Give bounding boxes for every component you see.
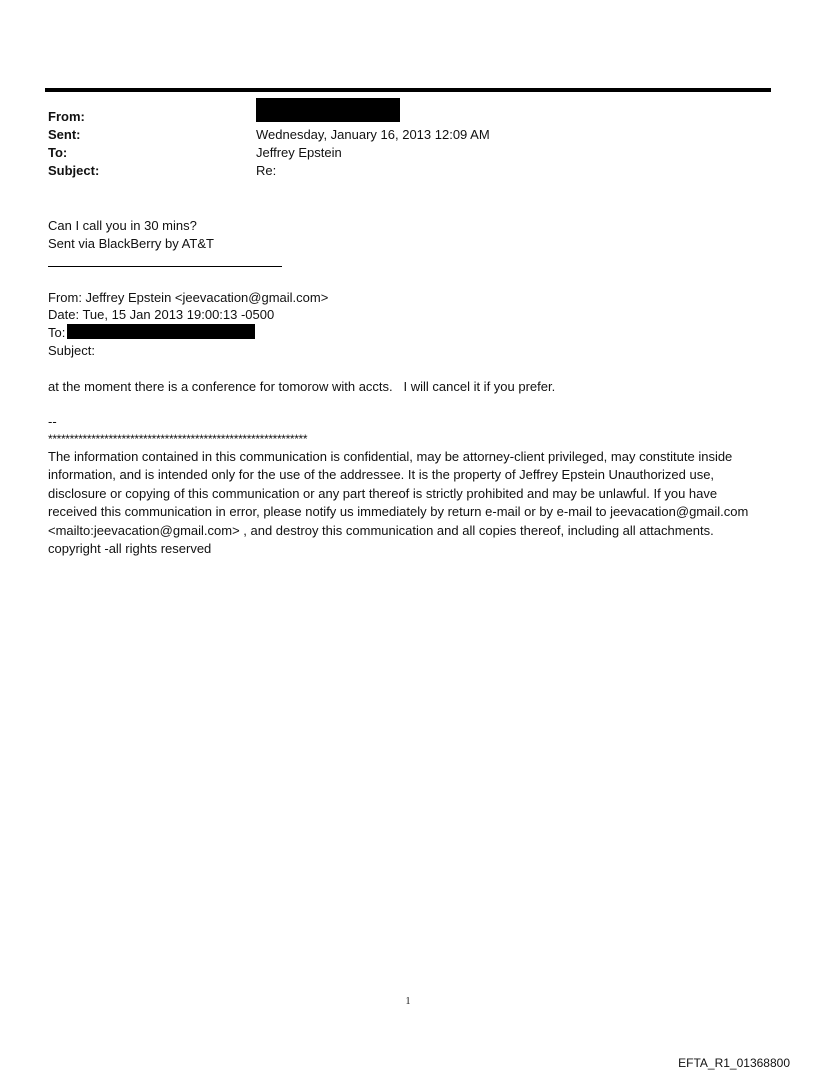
- subject-label: Subject:: [48, 163, 100, 178]
- sent-label: Sent:: [48, 127, 81, 142]
- to-redaction: [67, 324, 255, 339]
- quoted-to-label: To:: [48, 325, 66, 340]
- to-label: To:: [48, 145, 68, 160]
- bates-number: EFTA_R1_01368800: [678, 1056, 790, 1070]
- quoted-date-line: Date: Tue, 15 Jan 2013 19:00:13 -0500: [48, 307, 275, 322]
- quoted-subject-line: Subject:: [48, 343, 95, 358]
- quote-separator: [48, 266, 282, 267]
- page-number: 1: [405, 996, 411, 1007]
- quoted-body: at the moment there is a conference for tomorow with accts. I will cancel it if you prefer.: [48, 379, 556, 394]
- signature-stars: ************************************************************: [48, 432, 308, 446]
- reply-line-2: Sent via BlackBerry by AT&T: [48, 236, 214, 251]
- from-redaction: [256, 98, 400, 122]
- header-rule: [45, 88, 771, 92]
- confidentiality-disclaimer: The information contained in this communication is confidential, may be attorney-client privileged, may constitute inside information, and is intended only for the use of the addressee. It is the property of Jeffrey Epstein Unauthorized use, disclosure or copying of this communication or any part thereof is strictly prohibited and may be unlawful. If you have received this communication in error, please notify us immediately by return e-mail or by e-mail to jeevacation@gmail.com <mailto:jeevacation@gmail.com> , and destroy this communication and all copies thereof, including all attachments. copyright -all rights reserved: [48, 449, 749, 557]
- subject-value: Re:: [256, 163, 277, 178]
- sent-value: Wednesday, January 16, 2013 12:09 AM: [256, 127, 490, 142]
- quoted-from-line: From: Jeffrey Epstein <jeevacation@gmail.com>: [48, 290, 329, 305]
- from-label: From:: [48, 109, 85, 124]
- signature-dashes: --: [48, 414, 57, 429]
- to-value: Jeffrey Epstein: [256, 145, 342, 160]
- reply-line-1: Can I call you in 30 mins?: [48, 218, 197, 233]
